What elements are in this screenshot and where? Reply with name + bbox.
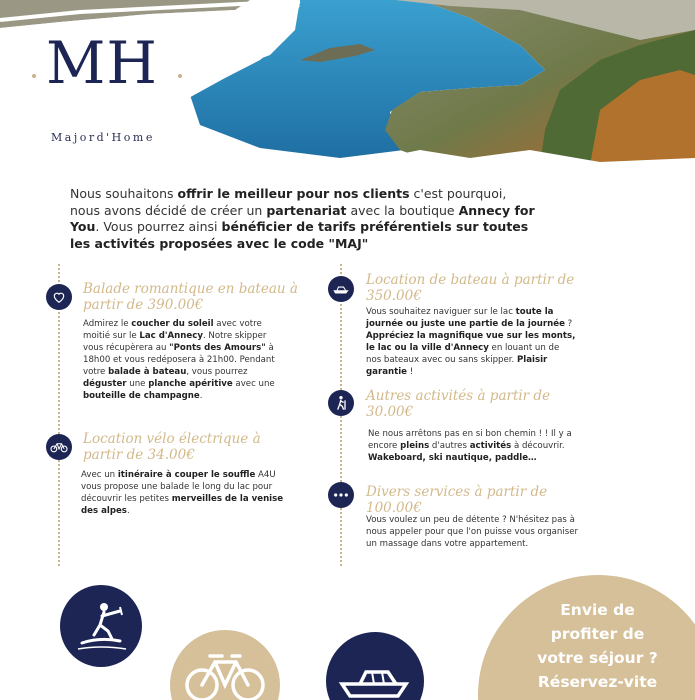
activity-body-velo <box>81 469 291 517</box>
velo-bold-1: itinéraire à couper le souffle <box>117 470 256 480</box>
intro-text-3: avec la boutique <box>346 202 459 218</box>
balade-text-5: , vous pourrez <box>186 367 248 377</box>
balade-text-3: . Notre skipper vous récupèrera au <box>83 331 267 353</box>
balade-text-2: avec votre moitié sur le <box>83 319 262 341</box>
boat-icon <box>328 276 354 302</box>
intro-bold-1: offrir le meilleur pour nos clients <box>177 186 410 201</box>
activity-title-divers: Divers services à partir de 100.00€ <box>366 484 548 516</box>
autres-bold-2: activités <box>469 441 512 451</box>
velo-text-3: . <box>126 506 130 516</box>
autres-text-3: à découvrir. <box>511 441 565 451</box>
bateau-text-2: ? <box>564 319 573 329</box>
intro-bold-4: bénéficier de tarifs préférentiels sur toutes les activités proposées avec le code "MAJ" <box>70 219 529 251</box>
autres-bold-3: Wakeboard, ski nautique, paddle… <box>368 453 537 463</box>
heart-icon <box>46 284 72 310</box>
balade-bold-3: "Ponts des Amours" <box>169 343 266 353</box>
brand-name: Majord'Home <box>51 131 155 144</box>
balade-text-1: Admirez le <box>83 319 132 329</box>
velo-text-2: A4U vous propose une balade le long du lac pour découvrir les petites <box>81 470 276 504</box>
intro-paragraph <box>70 186 540 252</box>
bateau-bold-1: toute la journée ou juste une partie de la journée <box>366 307 565 329</box>
divers-text-1: Vous voulez un peu de détente ? N'hésitez pas à nous appeler pour que l'on puisse vous organiser un massage dans votre appartement. <box>366 515 579 549</box>
bateau-text-4: ! <box>407 367 414 377</box>
balade-bold-2: Lac d'Annecy <box>139 331 203 341</box>
hiker-icon <box>328 390 354 416</box>
bateau-bold-2: Appréciez la magnifique vue sur les monts, le lac ou la ville d'Annecy <box>366 331 576 353</box>
cta-line-3: votre séjour ? <box>537 649 658 667</box>
balade-bold-7: bouteille de champagne <box>83 391 200 401</box>
velo-text-1: Avec un <box>81 470 118 480</box>
activity-title-balade: Balade romantique en bateau à partir de 390.00€ <box>83 281 298 313</box>
balade-text-8: . <box>199 391 203 401</box>
velo-bold-2: merveilles de la venise des alpes <box>81 494 284 516</box>
cta-line-1: Envie de <box>560 601 635 619</box>
balade-text-7: avec une <box>232 379 275 389</box>
logo-dot-right <box>178 74 182 78</box>
cta-line-4: Réservez-vite <box>537 673 658 691</box>
balade-bold-4: balade à bateau <box>108 367 187 377</box>
autres-bold-1: pleins <box>400 441 430 451</box>
logo-dot-left <box>32 74 36 78</box>
intro-text-2: c'est pourquoi, nous avons décidé de créer un <box>70 186 507 218</box>
more-dots-icon <box>328 482 354 508</box>
bateau-text-3: en louant un de nos bateaux avec ou sans skipper. <box>366 343 560 365</box>
balade-bold-5: déguster <box>83 379 127 389</box>
bicycle-large-icon <box>170 630 280 700</box>
activity-body-divers <box>366 514 581 550</box>
activity-title-autres: Autres activités à partir de 30.00€ <box>366 388 551 420</box>
balade-bold-6: planche apéritive <box>148 379 233 389</box>
cta-text[interactable] <box>510 598 685 694</box>
intro-bold-3: Annecy for You <box>70 202 535 234</box>
activity-title-bateau: Location de bateau à partir de 350.00€ <box>366 272 575 304</box>
intro-text-4: . Vous pourrez ainsi <box>95 219 222 234</box>
balade-text-6: une <box>126 379 149 389</box>
brand-monogram: MH <box>46 29 158 97</box>
balade-bold-1: coucher du soleil <box>131 319 214 329</box>
intro-bold-2: partenariat <box>266 202 347 218</box>
cta-line-2: profiter de <box>550 625 645 643</box>
activity-body-autres <box>368 428 580 464</box>
bateau-bold-3: Plaisir garantie <box>366 355 548 377</box>
autres-text-2: d'autres <box>429 441 470 451</box>
activity-body-bateau <box>366 306 576 378</box>
wakeboard-icon <box>60 585 142 667</box>
bicycle-icon <box>46 434 72 460</box>
autres-text-1: Ne nous arrêtons pas en si bon chemin ! ! Il y a encore <box>368 429 572 451</box>
intro-text-1: Nous souhaitons <box>70 186 178 201</box>
activity-body-balade <box>83 318 283 402</box>
bateau-text-1: Vous souhaitez naviguer sur le lac <box>366 307 516 317</box>
speedboat-icon <box>326 632 424 700</box>
activity-title-velo: Location vélo électrique à partir de 34.00€ <box>83 431 261 463</box>
balade-text-4: à 18h00 et vous redéposera à 21h00. Pendant votre <box>83 343 275 377</box>
